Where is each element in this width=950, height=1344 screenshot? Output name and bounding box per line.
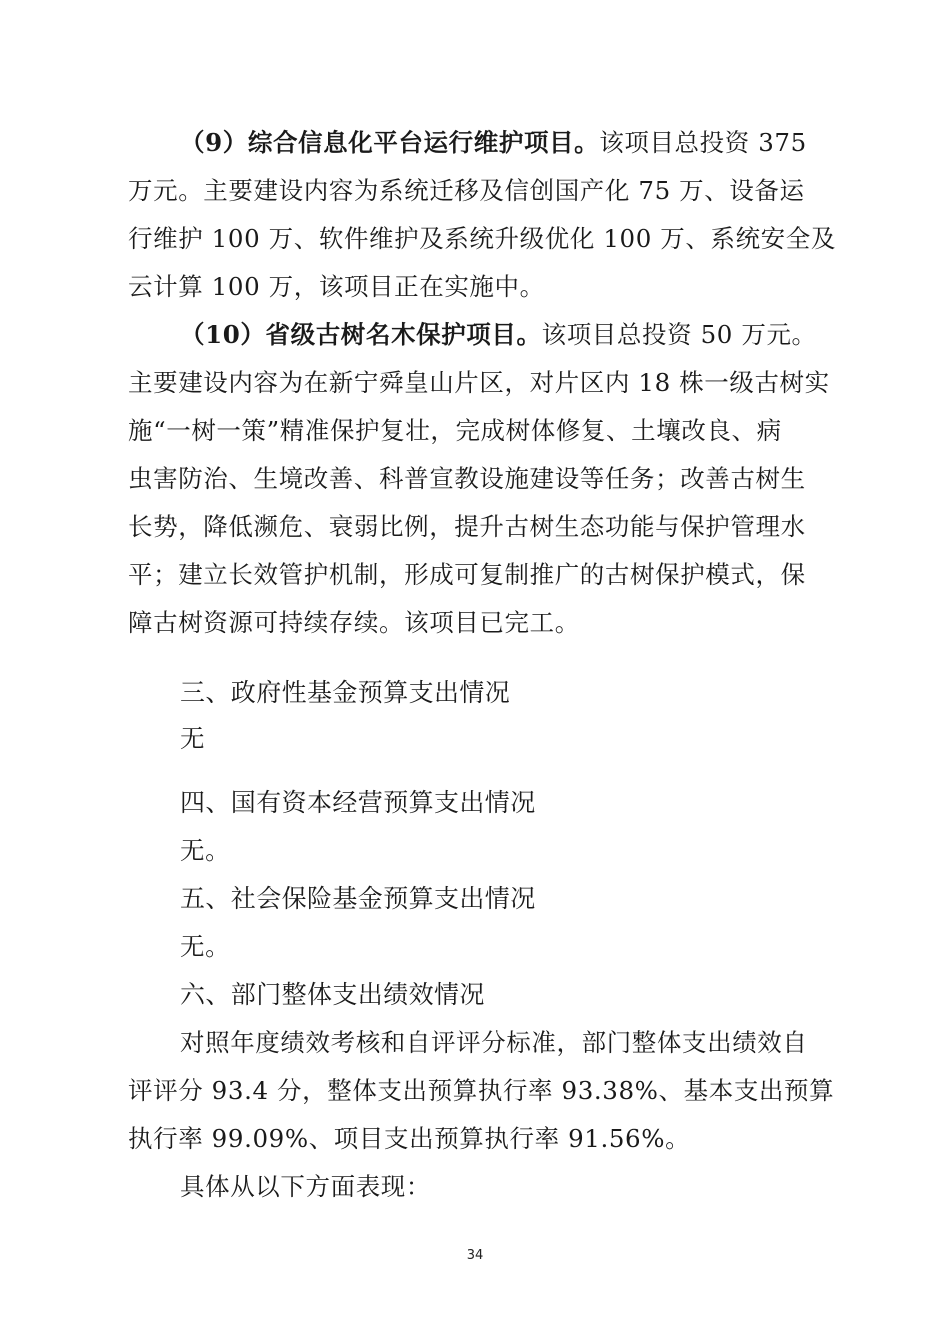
item-10-line-2: 主要建设内容为在新宁舜皇山片区，对片区内 18 株一级古树实	[128, 368, 830, 397]
item-10-title: （10）省级古树名木保护项目。	[180, 320, 542, 349]
item-10-text: 该项目总投资 50 万元。	[541, 320, 817, 349]
page-number: 34	[466, 1248, 484, 1263]
section-6-line-4: 具体从以下方面表现：	[180, 1172, 431, 1201]
section-6-line-1: 对照年度绩效考核和自评评分标准，部门整体支出绩效自	[180, 1028, 808, 1057]
item-10-line-6: 平；建立长效管护机制，形成可复制推广的古树保护模式，保	[128, 560, 806, 589]
item-9-title: （9）综合信息化平台运行维护项目。	[180, 128, 600, 157]
section-5-heading: 五、社会保险基金预算支出情况	[180, 884, 536, 913]
section-3-heading: 三、政府性基金预算支出情况	[180, 678, 511, 707]
item-10-line-1	[180, 320, 817, 350]
item-10-line-5: 长势，降低濒危、衰弱比例，提升古树生态功能与保护管理水	[128, 512, 806, 541]
section-3-body: 无	[180, 724, 206, 753]
item-10-line-4: 虫害防治、生境改善、科普宣教设施建设等任务；改善古树生	[128, 464, 806, 493]
item-10-line-7: 障古树资源可持续存续。该项目已完工。	[128, 608, 580, 637]
item-9-line-3: 行维护 100 万、软件维护及系统升级优化 100 万、系统安全及	[128, 224, 836, 253]
item-9-line-1	[180, 128, 807, 158]
item-9-line-2: 万元。主要建设内容为系统迁移及信创国产化 75 万、设备运	[128, 176, 805, 205]
item-9-text: 该项目总投资 375	[599, 128, 807, 157]
item-9-line-4: 云计算 100 万，该项目正在实施中。	[128, 272, 545, 301]
section-4-heading: 四、国有资本经营预算支出情况	[180, 788, 536, 817]
section-6-heading: 六、部门整体支出绩效情况	[180, 980, 485, 1009]
section-4-body: 无。	[180, 836, 231, 865]
section-6-line-2: 评评分 93.4 分，整体支出预算执行率 93.38%、基本支出预算	[128, 1076, 835, 1105]
section-5-body: 无。	[180, 932, 231, 961]
section-6-line-3: 执行率 99.09%、项目支出预算执行率 91.56%。	[128, 1124, 691, 1153]
item-10-line-3: 施“一树一策”精准保护复壮，完成树体修复、土壤改良、病	[128, 416, 782, 445]
